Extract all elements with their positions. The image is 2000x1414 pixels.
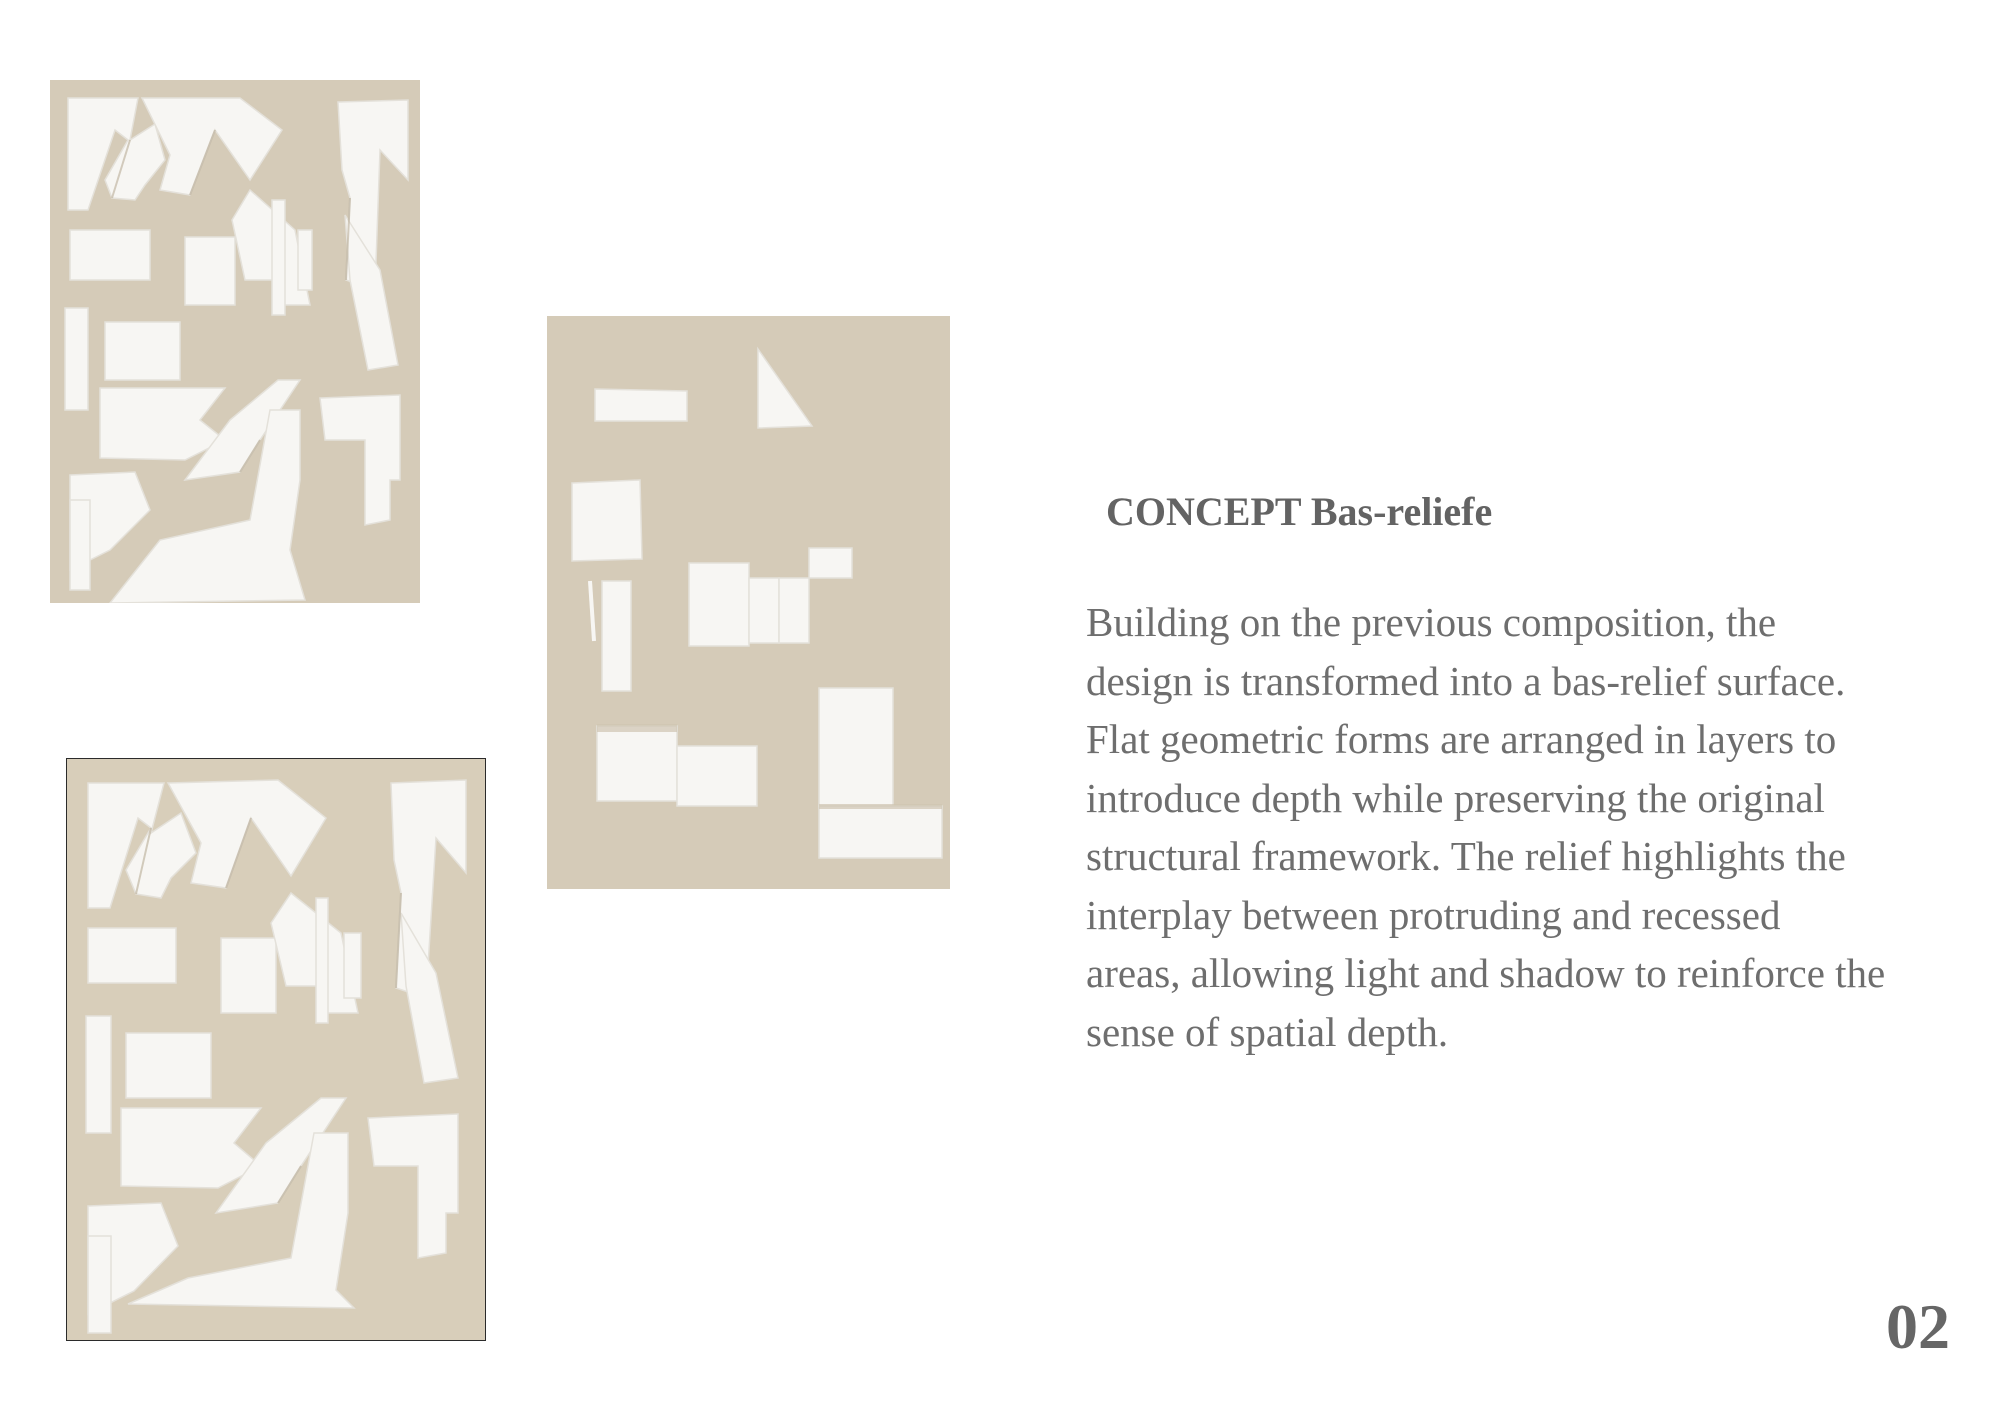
paper-piece xyxy=(779,578,809,643)
paper-piece xyxy=(809,548,852,578)
paper-piece xyxy=(126,1033,211,1098)
model-photo-bottom-left xyxy=(66,758,486,1341)
paper-piece xyxy=(749,578,779,643)
paper-piece xyxy=(298,230,312,290)
model-photo-top-left xyxy=(50,80,420,603)
paper-piece xyxy=(88,1236,111,1333)
paper-piece xyxy=(221,938,276,1013)
paper-piece xyxy=(597,726,677,801)
page-number: 02 xyxy=(1886,1291,1950,1362)
model-photo-center xyxy=(547,316,950,889)
description-line: areas, allowing light and shadow to reinforce the xyxy=(1086,950,1886,996)
paper-piece xyxy=(70,230,150,280)
paper-piece xyxy=(677,746,757,806)
paper-piece xyxy=(595,389,687,421)
description-line: structural framework. The relief highlights the xyxy=(1086,833,1846,879)
paper-piece xyxy=(185,237,235,305)
paper-piece xyxy=(105,322,180,380)
concept-heading: CONCEPT Bas-reliefe xyxy=(1106,489,1493,534)
paper-piece xyxy=(272,200,285,315)
description-line: introduce depth while preserving the original xyxy=(1086,774,1825,821)
paper-piece xyxy=(65,308,88,410)
paper-piece xyxy=(602,581,631,691)
paper-piece xyxy=(70,500,90,590)
paper-piece xyxy=(88,928,176,983)
concept-description xyxy=(1086,593,1885,1061)
paper-piece xyxy=(819,688,893,806)
paper-piece xyxy=(316,898,328,1023)
paper-piece xyxy=(344,933,361,998)
paper-piece xyxy=(572,480,642,561)
paper-piece xyxy=(819,806,942,858)
description-line: sense of spatial depth. xyxy=(1086,1008,1449,1055)
description-line: interplay between protruding and recessed xyxy=(1086,891,1781,938)
paper-piece xyxy=(689,563,749,646)
description-line: Building on the previous composition, the xyxy=(1086,599,1777,645)
paper-piece xyxy=(86,1016,111,1133)
description-line: design is transformed into a bas-relief surface. xyxy=(1086,657,1846,704)
description-line: Flat geometric forms are arranged in layers to xyxy=(1086,716,1837,762)
paper-piece xyxy=(121,1108,261,1188)
